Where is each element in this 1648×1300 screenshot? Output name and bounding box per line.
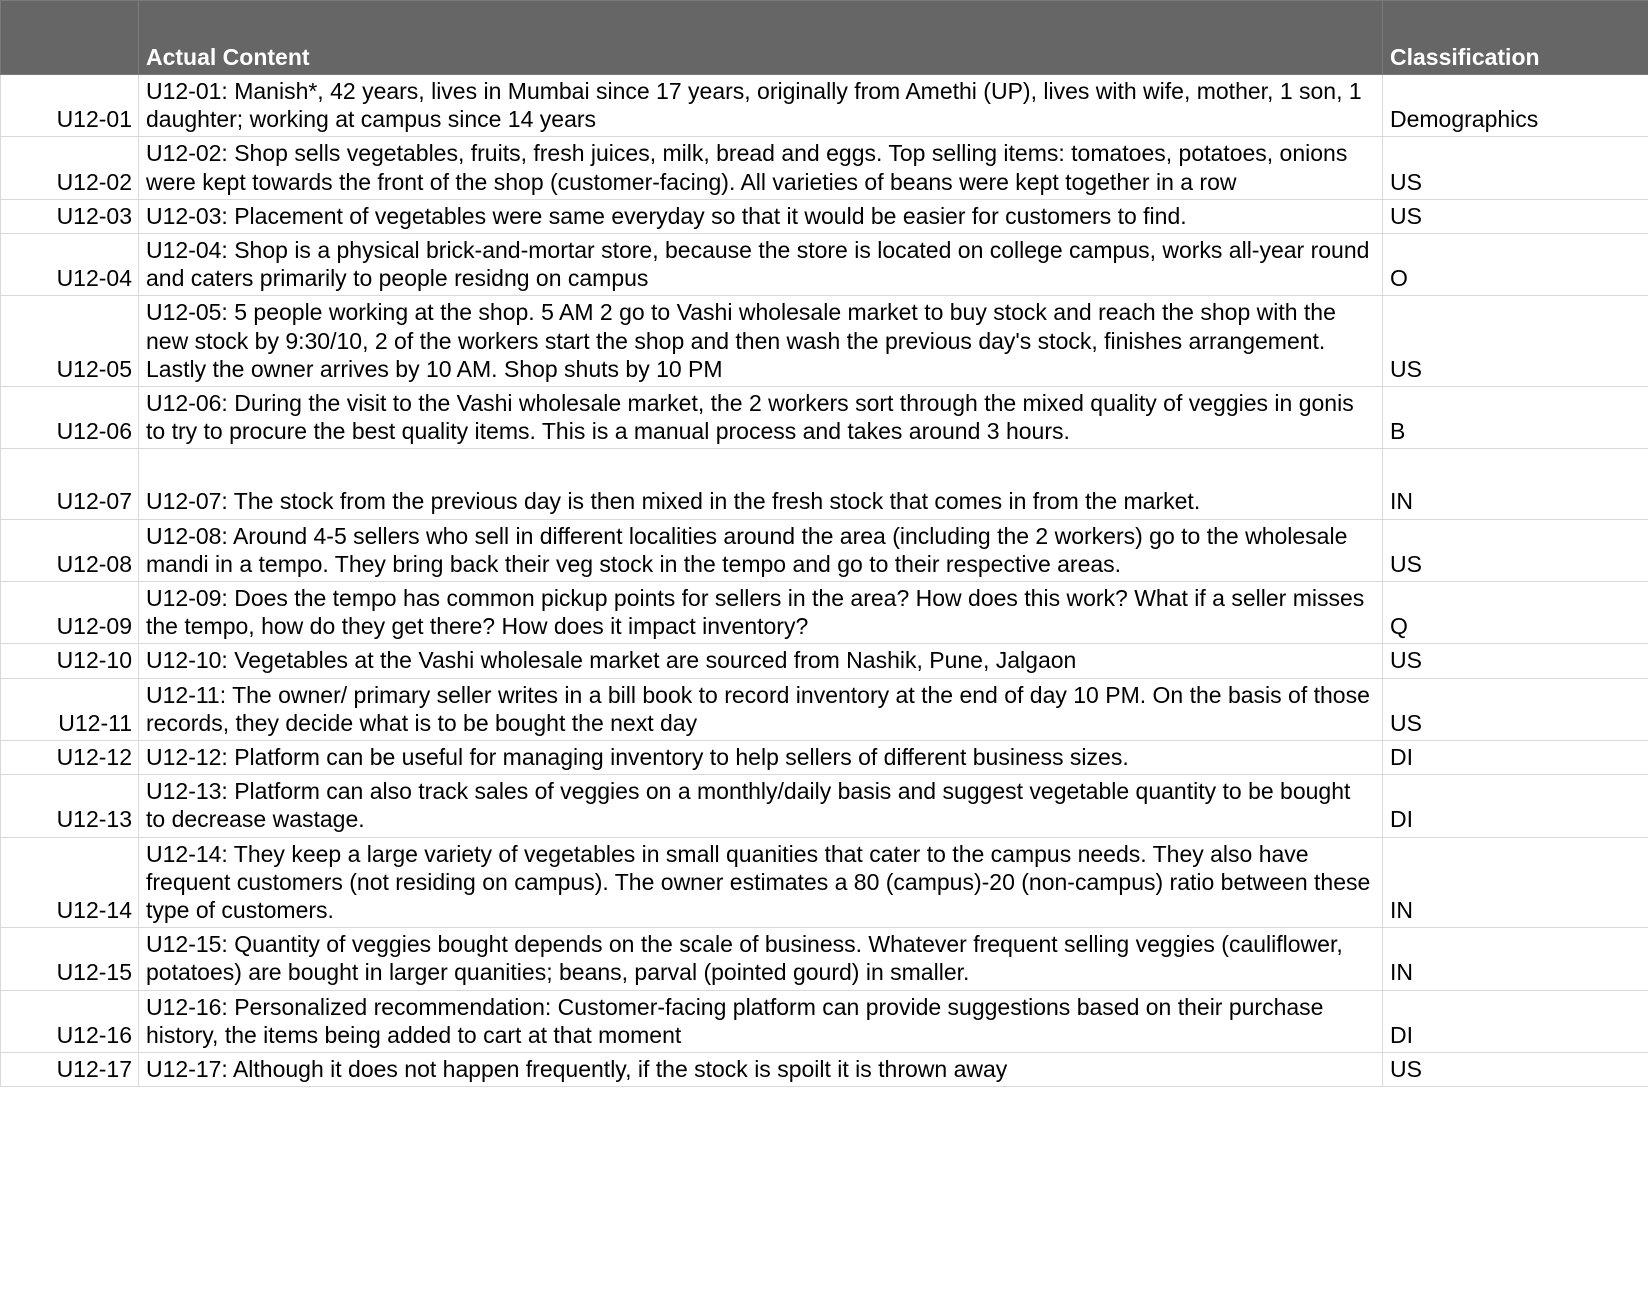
content-cell[interactable]: U12-01: Manish*, 42 years, lives in Mumbai since 17 years, originally from Amethi (UP), lives with wife, mother, 1 son, 1 daughter; working at campus since 14 years <box>139 75 1383 137</box>
row-id-cell[interactable]: U12-06 <box>1 387 139 449</box>
classification-cell[interactable]: Q <box>1383 582 1648 644</box>
table-row <box>1 990 1648 1052</box>
classification-cell[interactable]: US <box>1383 137 1648 199</box>
table-row <box>1 519 1648 581</box>
row-id-cell[interactable]: U12-05 <box>1 296 139 387</box>
row-id-cell[interactable]: U12-10 <box>1 644 139 678</box>
row-id-cell[interactable]: U12-12 <box>1 741 139 775</box>
row-id-cell[interactable]: U12-17 <box>1 1053 139 1087</box>
row-id-cell[interactable]: U12-15 <box>1 928 139 990</box>
table-row <box>1 234 1648 296</box>
row-id-cell[interactable]: U12-16 <box>1 990 139 1052</box>
classification-cell[interactable]: DI <box>1383 775 1648 837</box>
content-cell[interactable]: U12-17: Although it does not happen frequently, if the stock is spoilt it is thrown away <box>139 1053 1383 1087</box>
classification-cell[interactable]: IN <box>1383 837 1648 928</box>
classification-cell[interactable]: O <box>1383 234 1648 296</box>
header-row <box>1 1 1648 75</box>
table-row <box>1 837 1648 928</box>
table-row <box>1 137 1648 199</box>
table-row <box>1 775 1648 837</box>
classification-cell[interactable]: US <box>1383 199 1648 233</box>
row-id-cell[interactable]: U12-11 <box>1 678 139 740</box>
row-id-cell[interactable]: U12-08 <box>1 519 139 581</box>
table-row <box>1 387 1648 449</box>
classification-cell[interactable]: IN <box>1383 449 1648 519</box>
row-id-cell[interactable]: U12-14 <box>1 837 139 928</box>
table-row <box>1 449 1648 519</box>
content-cell[interactable]: U12-13: Platform can also track sales of veggies on a monthly/daily basis and suggest vegetable quantity to be bought to decrease wastage. <box>139 775 1383 837</box>
table-row <box>1 928 1648 990</box>
classification-cell[interactable]: US <box>1383 296 1648 387</box>
table-row <box>1 678 1648 740</box>
classification-cell[interactable]: Demographics <box>1383 75 1648 137</box>
table-row <box>1 296 1648 387</box>
content-cell[interactable]: U12-03: Placement of vegetables were same everyday so that it would be easier for customers to find. <box>139 199 1383 233</box>
classification-cell[interactable]: DI <box>1383 990 1648 1052</box>
row-id-cell[interactable]: U12-04 <box>1 234 139 296</box>
content-cell[interactable]: U12-04: Shop is a physical brick-and-mortar store, because the store is located on college campus, works all-year round and caters primarily to people residng on campus <box>139 234 1383 296</box>
classification-cell[interactable]: US <box>1383 678 1648 740</box>
classification-cell[interactable]: IN <box>1383 928 1648 990</box>
content-cell[interactable]: U12-15: Quantity of veggies bought depends on the scale of business. Whatever frequent selling veggies (cauliflower, potatoes) are bought in larger quanities; beans, parval (pointed gourd) in smaller. <box>139 928 1383 990</box>
content-cell[interactable]: U12-11: The owner/ primary seller writes in a bill book to record inventory at the end of day 10 PM. On the basis of those records, they decide what is to be bought the next day <box>139 678 1383 740</box>
content-cell[interactable]: U12-02: Shop sells vegetables, fruits, fresh juices, milk, bread and eggs. Top selling items: tomatoes, potatoes, onions were kept towards the front of the shop (customer-facing). All varieties of beans were kept together in a row <box>139 137 1383 199</box>
table-row <box>1 75 1648 137</box>
content-cell[interactable]: U12-14: They keep a large variety of vegetables in small quanities that cater to the campus needs. They also have frequent customers (not residing on campus). The owner estimates a 80 (campus)-20 (non-campus) ratio between these type of customers. <box>139 837 1383 928</box>
content-cell[interactable]: U12-08: Around 4-5 sellers who sell in different localities around the area (including the 2 workers) go to the wholesale mandi in a tempo. They bring back their veg stock in the tempo and go to their respective areas. <box>139 519 1383 581</box>
classification-cell[interactable]: B <box>1383 387 1648 449</box>
table-row <box>1 644 1648 678</box>
header-actual-content[interactable]: Actual Content <box>139 1 1383 75</box>
content-cell[interactable]: U12-05: 5 people working at the shop. 5 AM 2 go to Vashi wholesale market to buy stock and reach the shop with the new stock by 9:30/10, 2 of the workers start the shop and then wash the previous day's stock, finishes arrangement. Lastly the owner arrives by 10 AM. Shop shuts by 10 PM <box>139 296 1383 387</box>
classification-cell[interactable]: DI <box>1383 741 1648 775</box>
row-id-cell[interactable]: U12-01 <box>1 75 139 137</box>
table-row <box>1 199 1648 233</box>
content-cell[interactable]: U12-10: Vegetables at the Vashi wholesale market are sourced from Nashik, Pune, Jalgaon <box>139 644 1383 678</box>
content-cell[interactable]: U12-09: Does the tempo has common pickup points for sellers in the area? How does this work? What if a seller misses the tempo, how do they get there? How does it impact inventory? <box>139 582 1383 644</box>
table-row <box>1 741 1648 775</box>
row-id-cell[interactable]: U12-07 <box>1 449 139 519</box>
row-id-cell[interactable]: U12-03 <box>1 199 139 233</box>
table-row <box>1 1053 1648 1087</box>
row-id-cell[interactable]: U12-09 <box>1 582 139 644</box>
table-row <box>1 582 1648 644</box>
header-classification[interactable]: Classification <box>1383 1 1648 75</box>
classification-cell[interactable]: US <box>1383 644 1648 678</box>
header-id-cell[interactable] <box>1 1 139 75</box>
content-cell[interactable]: U12-12: Platform can be useful for managing inventory to help sellers of different business sizes. <box>139 741 1383 775</box>
content-cell[interactable]: U12-07: The stock from the previous day is then mixed in the fresh stock that comes in from the market. <box>139 449 1383 519</box>
row-id-cell[interactable]: U12-13 <box>1 775 139 837</box>
classification-cell[interactable]: US <box>1383 519 1648 581</box>
content-cell[interactable]: U12-16: Personalized recommendation: Customer-facing platform can provide suggestions based on their purchase history, the items being added to cart at that moment <box>139 990 1383 1052</box>
row-id-cell[interactable]: U12-02 <box>1 137 139 199</box>
content-cell[interactable]: U12-06: During the visit to the Vashi wholesale market, the 2 workers sort through the mixed quality of veggies in gonis to try to procure the best quality items. This is a manual process and takes around 3 hours. <box>139 387 1383 449</box>
classification-cell[interactable]: US <box>1383 1053 1648 1087</box>
